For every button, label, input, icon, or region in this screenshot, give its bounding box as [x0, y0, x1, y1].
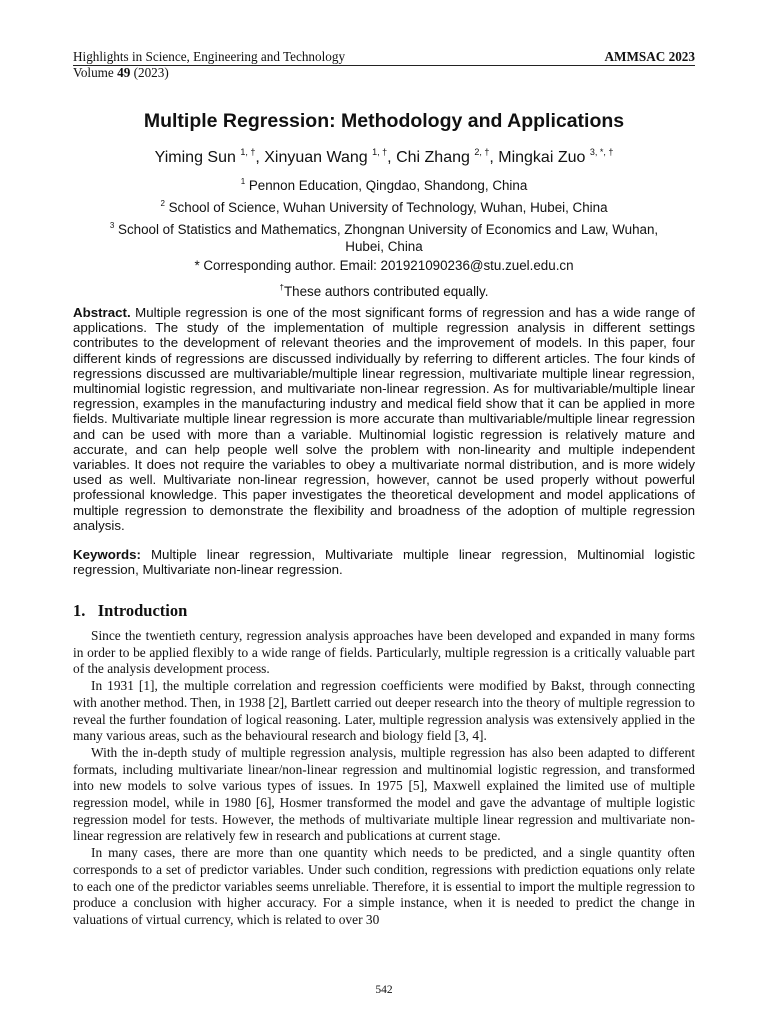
header-rule: [73, 65, 695, 66]
volume-info: [73, 65, 695, 80]
paragraph: In many cases, there are more than one quantity which needs to be predicted, and a single quantity often corresponds to a set of predictor variables. Under such condition, regressions with prediction equations only relate to each one of the predictor variables seems unreliable. Therefore, it is essential to import the multiple regression to produce a conclusion with higher accuracy. For a simple instance, when it is needed to predict the change in valuations of virtual currency, which is related to over 30: [73, 845, 695, 927]
author: Chi Zhang $^{2, \dagger}$,: [396, 147, 499, 166]
affiliation-1: $^1$ Pennon Education, Qingdao, Shandong, China: [240, 177, 528, 193]
keywords-text: Multiple linear regression, Multivariate multiple linear regression, Multinomial logistic regression, Multivariate non-linear regression.: [73, 547, 695, 578]
abstract-text: Multiple regression is one of the most significant forms of regression and has a wide range of applications. The study of the implementation of multiple regression analysis in different settings contributes to the development of relevant theories and the improvement of models. In this paper, four different kinds of regressions are discussed individually by referring to different articles. The four kinds of regressions discussed are multivariable/multiple linear regression, multivariate multiple linear regression, multinomial logistic regression, and multivariate non-linear regression. As for multivariable/multiple linear regression, examples in the manufacturing industry and medical field show that it can be applied in more fields. Multivariate multiple linear regression is more accurate than multivariable/multiple linear regression and can be used with more than a variable. Multinomial logistic regression is relatively mature and accurate, and can help people well solve the problem with non-linearity and multiple independent variables. It does not require the variables to obey a multivariate normal distribution, and is more widely used as well. Multivariate non-linear regression, however, cannot be used properly without powerful professional knowledge. This paper investigates the theoretical development and model applications of multiple regression to demonstrate the flexibility and broadness of the adoption of multiple regression analysis.: [73, 305, 695, 533]
author: Xinyuan Wang $^{1, \dagger}$,: [264, 147, 397, 166]
keywords-label: Keywords:: [73, 547, 141, 562]
author: Mingkai Zuo $^{3, *, \dagger}$: [498, 147, 614, 166]
affiliation-2: $^2$ School of Science, Wuhan University of Technology, Wuhan, Hubei, China: [160, 199, 608, 215]
paragraph: Since the twentieth century, regression analysis approaches have been developed and expanded in many forms in order to be applied flexibly to a wide range of fields. Particularly, multiple regression is a critically valuable part of the analysis development process.: [73, 628, 695, 677]
conference-name: AMMSAC 2023: [604, 49, 695, 64]
author: Yiming Sun $^{1, \dagger}$,: [154, 147, 265, 166]
page-number: 542: [375, 984, 393, 996]
corresponding-author: * Corresponding author. Email: 201921090236@stu.zuel.edu.cn: [194, 258, 574, 273]
abstract-label: Abstract.: [73, 305, 131, 320]
paper-title: Multiple Regression: Methodology and Applications: [143, 110, 625, 132]
paragraph: In 1931 [1], the multiple correlation and regression coefficients were modified by Bakst, through connecting with another method. Then, in 1938 [2], Bartlett carried out deeper research into the theory of multiple regression to reveal the further foundation of logical reasoning. Later, multiple regression analysis was extensively applied in the many various areas, such as the behavioural research and biology field [3, 4].: [73, 678, 695, 744]
affiliation-3: $^3$ School of Statistics and Mathematics, Zhongnan University of Economics and Law, Wuhan, Hubei, China: [109, 221, 659, 254]
paragraph: With the in-depth study of multiple regression analysis, multiple regression has also been adapted to different formats, including multivariate linear/non-linear regression and multinomial logistic regression, and transformed into new models to solve various types of issues. In 1975 [5], Maxwell explained the limited use of multiple regression model, while in 1980 [6], Hosmer transformed the model and gave the advantage of multiple logistic regression model for tests. However, the methods of multivariate multiple linear regression and multivariate non-linear regression are relatively few in research and publications at current stage.: [73, 744, 695, 844]
volume-number: 49: [117, 65, 131, 80]
abstract: [73, 305, 695, 533]
section-heading: 1. Introduction: [73, 601, 188, 620]
author-list: [0, 147, 768, 167]
journal-name: Highlights in Science, Engineering and Technology: [73, 49, 346, 64]
volume-prefix: Volume: [73, 65, 118, 80]
equal-contribution-note: †These authors contributed equally.: [279, 283, 489, 299]
body-text: [73, 628, 695, 929]
keywords: [73, 547, 695, 577]
volume-year: (2023): [130, 65, 169, 80]
